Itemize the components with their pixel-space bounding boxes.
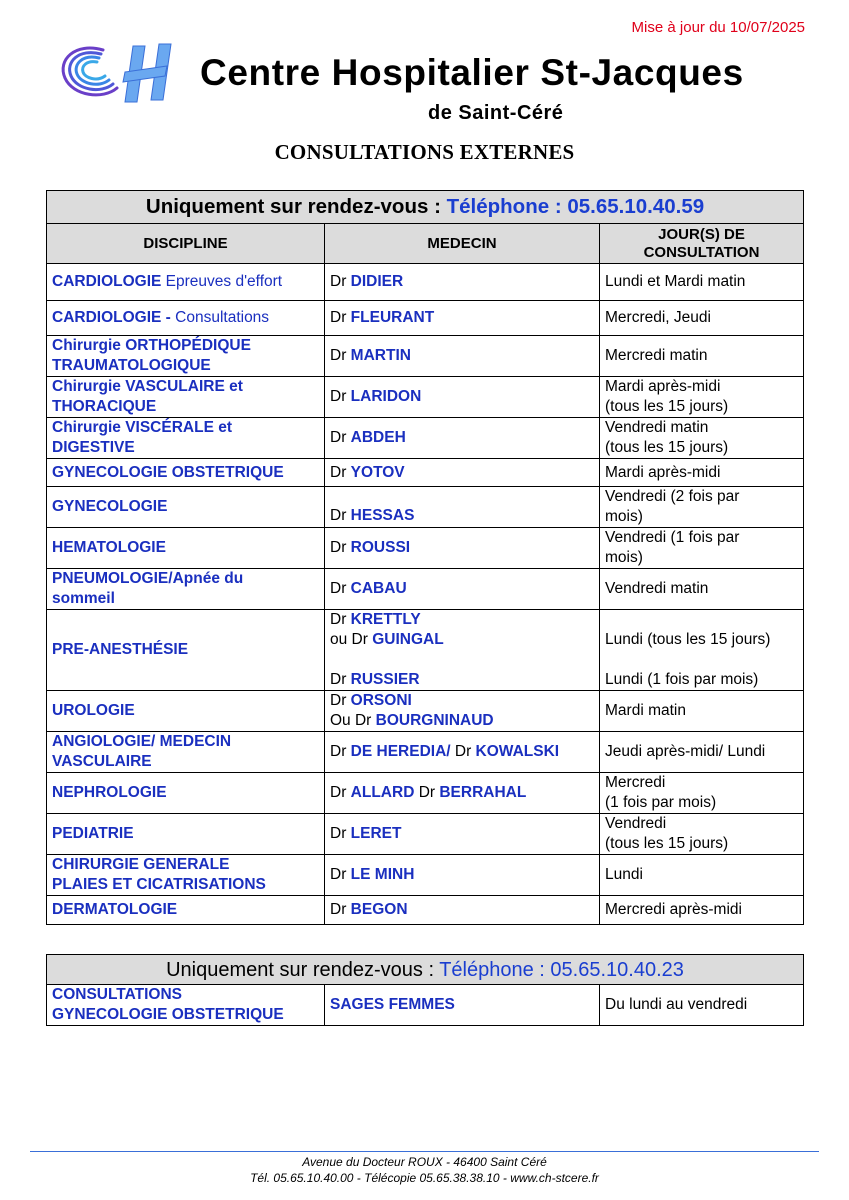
doctor-prefix: ou Dr [330, 631, 373, 648]
table-row [47, 691, 804, 732]
days-cell [600, 569, 804, 610]
medecin-cell [325, 773, 600, 814]
medecin-cell [325, 487, 600, 528]
doctor-name: RUSSIER [350, 671, 420, 688]
discipline-detail: Epreuves d'effort [161, 273, 283, 290]
update-date: Mise à jour du 10/07/2025 [631, 19, 805, 36]
doctor-prefix: Dr [330, 671, 351, 688]
medecin-cell: SAGES FEMMES [325, 985, 600, 1026]
footer-contact: Tél. 05.65.10.40.00 - Télécopie 05.65.38.38.10 - www.ch-stcere.fr [250, 1171, 599, 1185]
doctor-name: ROUSSI [350, 539, 411, 556]
days-cell [600, 814, 804, 855]
table-row [47, 610, 804, 691]
days-line: (tous les 15 jours) [605, 398, 729, 415]
medecin-cell [325, 301, 600, 336]
doctor-prefix: Dr [330, 507, 351, 524]
sages-femmes-table [46, 954, 804, 1026]
doctor-prefix: Dr [330, 825, 351, 842]
footer-address: Avenue du Docteur ROUX - 46400 Saint Céré [302, 1155, 547, 1169]
column-header-jours: JOUR(S) DE CONSULTATION [600, 224, 804, 264]
discipline-name: PRE-ANESTHÉSIE [52, 641, 189, 658]
doctor-prefix: Dr [330, 463, 351, 481]
table-row [47, 855, 804, 896]
days-cell [600, 732, 804, 773]
discipline-cell [47, 569, 325, 610]
spacer [605, 610, 798, 630]
days-cell [600, 487, 804, 528]
footer-divider [30, 1151, 819, 1152]
spacer [605, 650, 798, 670]
doctor-name: KRETTLY [350, 611, 421, 628]
doctor-name: DE HEREDIA/ [350, 743, 451, 760]
table-row [47, 569, 804, 610]
table-row [47, 896, 804, 925]
discipline-cell [47, 855, 325, 896]
discipline-line: CONSULTATIONS [52, 986, 183, 1003]
days-cell [600, 528, 804, 569]
doctor-name: GUINGAL [372, 631, 444, 648]
doctor-name: DIDIER [350, 273, 404, 290]
doctor-prefix: Dr [330, 692, 351, 709]
doctor-prefix: Ou Dr [330, 712, 376, 729]
days-line: Lundi et Mardi matin [605, 273, 746, 290]
days-line: Vendredi matin [605, 580, 709, 597]
days-line: Mardi matin [605, 702, 686, 719]
days-cell [600, 336, 804, 377]
appointment-banner [47, 191, 804, 224]
doctor-name: YOTOV [350, 463, 405, 481]
days-line: Vendredi [605, 815, 667, 832]
days-cell: Du lundi au vendredi [600, 985, 804, 1026]
discipline-line: CHIRURGIE GENERALE [52, 856, 230, 873]
discipline-line: PLAIES ET CICATRISATIONS [52, 876, 266, 893]
discipline-name: DERMATOLOGIE [52, 901, 178, 918]
doctor-name: HESSAS [350, 507, 415, 524]
discipline-cell [47, 814, 325, 855]
doctor-name: BOURGNINAUD [375, 712, 494, 729]
discipline-line: ANGIOLOGIE/ MEDECIN [52, 733, 232, 750]
doctor-line [330, 691, 594, 711]
table-row [47, 301, 804, 336]
days-line: (tous les 15 jours) [605, 835, 729, 852]
days-line: mois) [605, 508, 643, 525]
discipline-cell [47, 732, 325, 773]
days-line: Jeudi après-midi/ Lundi [605, 743, 766, 760]
hospital-title: Centre Hospitalier St-Jacques [200, 52, 744, 93]
discipline-name: PEDIATRIE [52, 825, 134, 842]
table-row [47, 814, 804, 855]
discipline-name: GYNECOLOGIE OBSTETRIQUE [52, 463, 284, 481]
discipline-cell [47, 301, 325, 336]
doctor-prefix: Dr [330, 901, 351, 918]
discipline-line: Chirurgie VASCULAIRE et [52, 378, 243, 395]
banner-prefix: Uniquement sur rendez-vous : [145, 195, 447, 218]
doctor-prefix: Dr [330, 309, 351, 326]
medecin-cell [325, 264, 600, 301]
days-line: Mardi après-midi [605, 463, 721, 481]
table-row [47, 528, 804, 569]
discipline-line: Chirurgie VISCÉRALE et [52, 419, 232, 436]
discipline-name: CARDIOLOGIE - [52, 309, 176, 326]
medecin-cell [325, 569, 600, 610]
medecin-cell [325, 896, 600, 925]
discipline-cell [47, 985, 325, 1026]
medecin-cell [325, 336, 600, 377]
doctor-name: KOWALSKI [475, 743, 560, 760]
doctor-prefix: Dr [330, 347, 351, 364]
doctor-name: ABDEH [350, 429, 406, 446]
discipline-cell [47, 528, 325, 569]
discipline-line: Chirurgie ORTHOPÉDIQUE [52, 337, 251, 354]
table-row [47, 773, 804, 814]
doctor-line [330, 610, 594, 630]
doctor-name: LE MINH [350, 866, 415, 883]
medecin-cell [325, 814, 600, 855]
doctor-line [330, 670, 594, 690]
discipline-cell [47, 610, 325, 691]
appointment-banner-2 [47, 955, 804, 985]
table-row [47, 264, 804, 301]
days-cell [600, 610, 804, 691]
medecin-cell [325, 459, 600, 487]
table-row [47, 459, 804, 487]
doctor-name: ALLARD [350, 784, 415, 801]
days-line: (tous les 15 jours) [605, 439, 729, 456]
medecin-cell [325, 418, 600, 459]
table-row [47, 377, 804, 418]
page-heading: CONSULTATIONS EXTERNES [274, 140, 575, 164]
doctor-prefix: Dr [330, 429, 351, 446]
days-line: Vendredi (1 fois par [605, 529, 740, 546]
discipline-cell [47, 264, 325, 301]
medecin-cell [325, 855, 600, 896]
banner-phone: Téléphone : 05.65.10.40.59 [446, 195, 705, 218]
table-row [47, 732, 804, 773]
days-cell [600, 264, 804, 301]
discipline-cell [47, 377, 325, 418]
discipline-name: HEMATOLOGIE [52, 539, 166, 556]
doctor-name: ORSONI [350, 692, 412, 709]
days-line: Mercredi, Jeudi [605, 309, 711, 326]
days-cell [600, 301, 804, 336]
days-line: (1 fois par mois) [605, 794, 717, 811]
doctor-name: CABAU [350, 580, 407, 597]
days-cell [600, 459, 804, 487]
spacer [330, 650, 594, 670]
doctor-prefix: Dr [330, 539, 351, 556]
banner-phone-2: Téléphone : 05.65.10.40.23 [439, 958, 684, 981]
doctor-prefix: Dr [414, 784, 440, 801]
discipline-cell [47, 773, 325, 814]
medecin-cell [325, 528, 600, 569]
discipline-cell [47, 459, 325, 487]
discipline-line: PNEUMOLOGIE/Apnée du [52, 570, 244, 587]
hospital-subtitle: de Saint-Céré [428, 102, 564, 124]
medecin-cell [325, 610, 600, 691]
doctor-prefix: Dr [330, 611, 351, 628]
days-line: Vendredi matin [605, 419, 709, 436]
doctor-prefix: Dr [330, 388, 351, 405]
column-header-medecin: MEDECIN [325, 224, 600, 264]
consultations-table [46, 190, 804, 925]
discipline-name: UROLOGIE [52, 702, 135, 719]
discipline-line: THORACIQUE [52, 398, 157, 415]
doctor-name: MARTIN [350, 347, 411, 364]
days-line: Lundi (1 fois par mois) [605, 671, 759, 688]
medecin-cell [325, 691, 600, 732]
discipline-line: DIGESTIVE [52, 439, 135, 456]
days-line: Vendredi (2 fois par [605, 488, 740, 505]
medecin-cell [325, 377, 600, 418]
days-cell [600, 377, 804, 418]
days-line: Lundi (tous les 15 jours) [605, 631, 771, 648]
doctor-name: BERRAHAL [439, 784, 527, 801]
discipline-cell [47, 896, 325, 925]
discipline-name: GYNECOLOGIE [52, 498, 168, 515]
discipline-line: TRAUMATOLOGIQUE [52, 357, 211, 374]
days-line: Mercredi après-midi [605, 901, 742, 918]
ch-logo-icon [55, 38, 180, 110]
discipline-line: sommeil [52, 590, 115, 607]
doctor-line [330, 711, 594, 731]
table-row [47, 336, 804, 377]
discipline-cell [47, 691, 325, 732]
table-row [47, 487, 804, 528]
discipline-line: VASCULAIRE [52, 753, 152, 770]
days-line: Mercredi [605, 774, 666, 791]
days-line: Mardi après-midi [605, 378, 721, 395]
doctor-prefix: Dr [330, 743, 351, 760]
table-row [47, 418, 804, 459]
discipline-line: GYNECOLOGIE OBSTETRIQUE [52, 1006, 284, 1023]
days-line: Lundi [605, 866, 643, 883]
table-row [47, 985, 804, 1026]
discipline-cell [47, 418, 325, 459]
doctor-prefix: Dr [450, 743, 476, 760]
days-cell [600, 896, 804, 925]
days-cell [600, 855, 804, 896]
days-cell [600, 418, 804, 459]
discipline-cell [47, 336, 325, 377]
doctor-prefix: Dr [330, 273, 351, 290]
medecin-cell [325, 732, 600, 773]
doctor-name: BEGON [350, 901, 408, 918]
discipline-cell [47, 487, 325, 528]
discipline-detail: Consultations [175, 309, 270, 326]
discipline-name: NEPHROLOGIE [52, 784, 167, 801]
doctor-line [330, 630, 594, 650]
doctor-name: LARIDON [350, 388, 422, 405]
days-cell [600, 691, 804, 732]
column-header-discipline: DISCIPLINE [47, 224, 325, 264]
banner-prefix-2: Uniquement sur rendez-vous : [166, 958, 440, 981]
days-line: mois) [605, 549, 643, 566]
doctor-name: LERET [350, 825, 402, 842]
doctor-name: FLEURANT [350, 309, 435, 326]
days-cell [600, 773, 804, 814]
discipline-name: CARDIOLOGIE [52, 273, 162, 290]
doctor-prefix: Dr [330, 580, 351, 597]
doctor-prefix: Dr [330, 866, 351, 883]
doctor-prefix: Dr [330, 784, 351, 801]
days-line: Mercredi matin [605, 347, 708, 364]
